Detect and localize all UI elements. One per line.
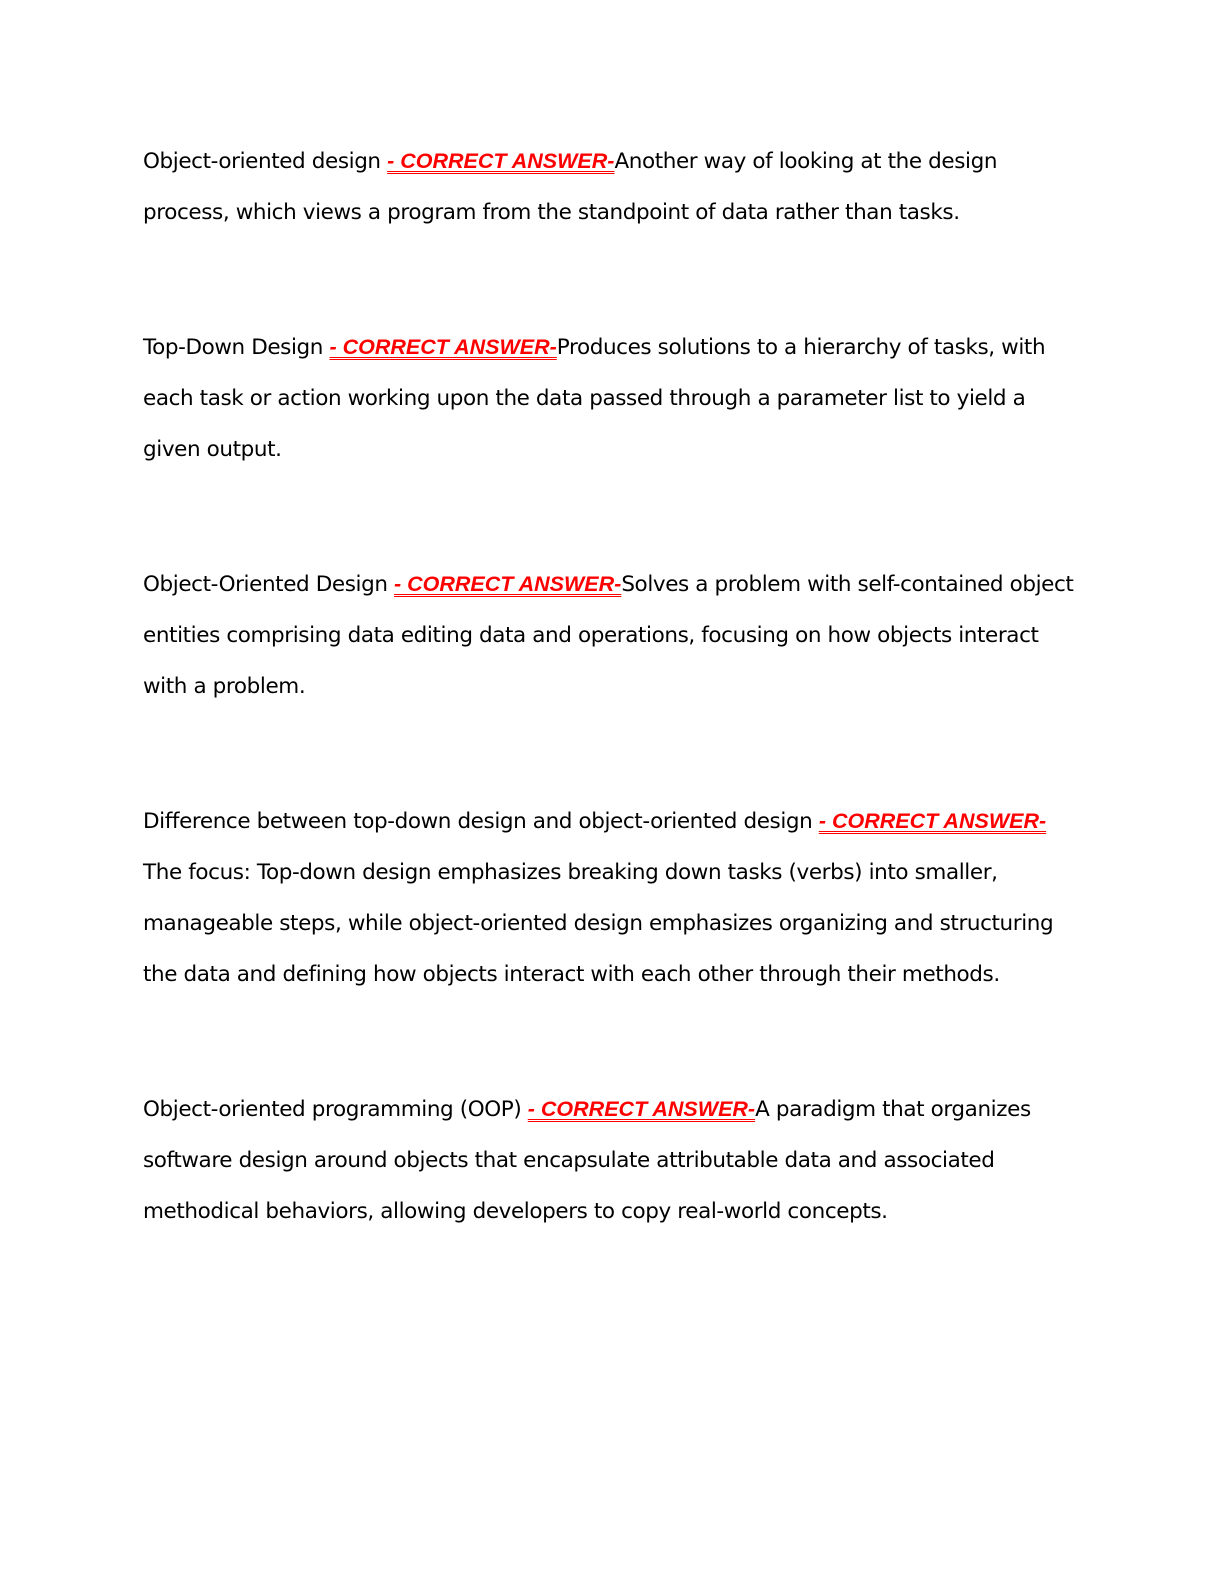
flashcard-entry [143,136,1083,238]
entry-term: Difference between top-down design and object-oriented design [143,809,819,834]
flashcard-entry [143,322,1083,475]
entry-definition: Produces solutions to a hierarchy of tasks, with each task or action working upon the data passed through a parameter list to yield a given output. [143,335,1046,462]
entry-definition: A paradigm that organizes software design around objects that encapsulate attributable data and associated methodical behaviors, allowing developers to copy real-world concepts. [143,1097,1031,1224]
correct-answer-marker: - CORRECT ANSWER- [387,149,615,173]
entry-definition: Solves a problem with self-contained object entities comprising data editing data and operations, focusing on how objects interact with a problem. [143,572,1074,699]
entry-term: Top-Down Design [143,335,330,360]
flashcard-entry [143,1084,1083,1237]
entry-term: Object-oriented design [143,149,388,174]
entry-term: Object-oriented programming (OOP) [143,1097,528,1122]
correct-answer-marker: - CORRECT ANSWER- [527,1097,756,1121]
flashcard-list [143,136,1083,1321]
flashcard-entry [143,559,1083,712]
entry-term: Object-Oriented Design [143,572,394,597]
correct-answer-marker: - CORRECT ANSWER- [329,335,557,359]
correct-answer-marker: - CORRECT ANSWER- [393,572,622,596]
entry-definition: Another way of looking at the design process, which views a program from the standpoint of data rather than tasks. [143,149,998,225]
correct-answer-marker: - CORRECT ANSWER- [818,809,1047,833]
entry-definition: The focus: Top-down design emphasizes breaking down tasks (verbs) into smaller, manageable steps, while object-oriented design emphasizes organizing and structuring the data and defining how objects interact with each other through their methods. [143,860,1054,987]
flashcard-entry [143,796,1083,1000]
